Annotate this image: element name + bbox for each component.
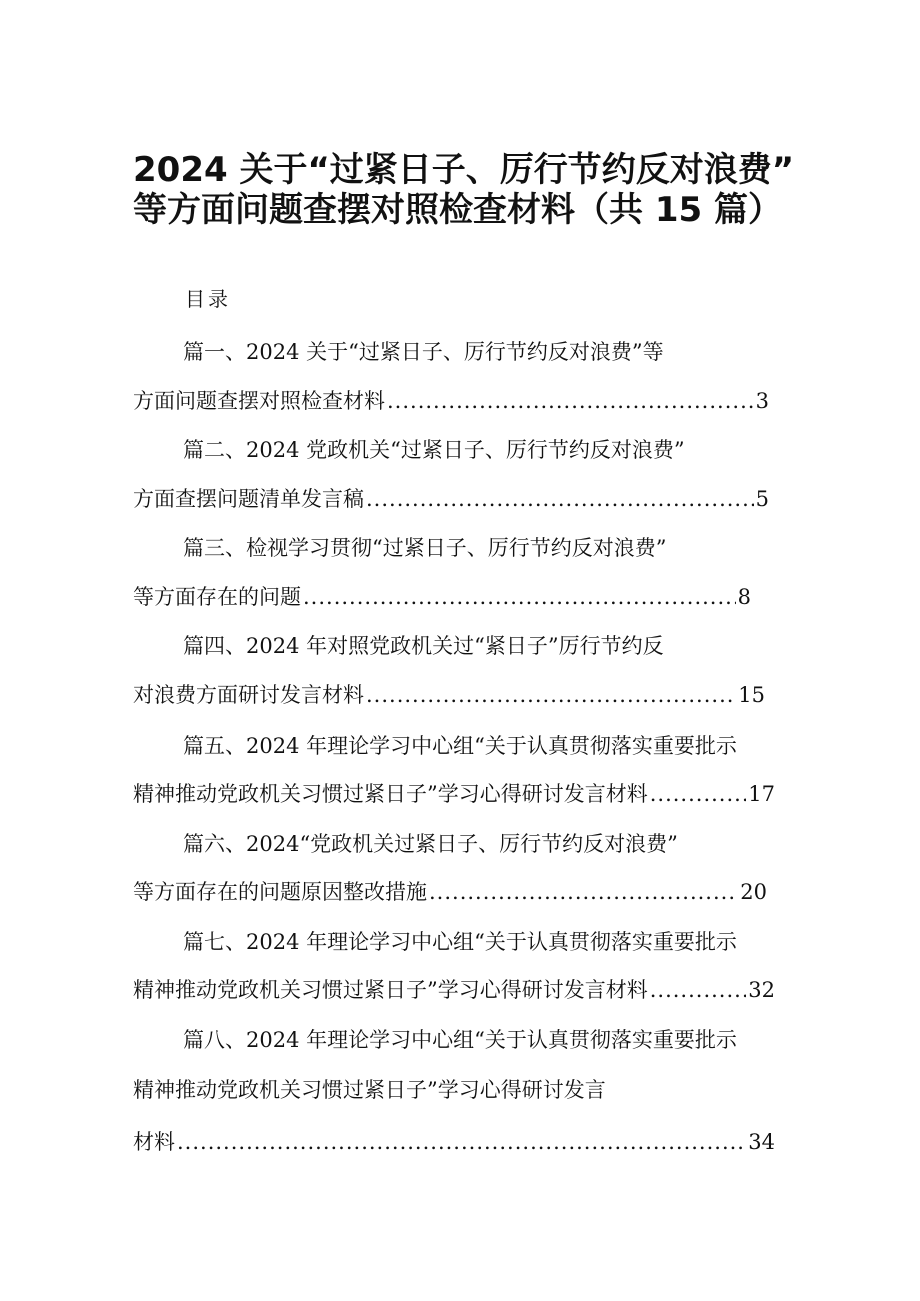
- toc-entry-7-line-2[interactable]: [133, 972, 775, 1008]
- toc-entry-5-line-2[interactable]: [133, 776, 775, 812]
- toc-entry-4-label: 对浪费方面研讨发言材料: [133, 683, 364, 707]
- toc-entry-8-line-1[interactable]: 篇八、2024 年理论学习中心组“关于认真贯彻落实重要批示: [183, 1028, 737, 1052]
- toc-entry-4-line-1[interactable]: 篇四、2024 年对照党政机关过“紧日子”厉行节约反: [183, 634, 664, 658]
- toc-entry-7-page-number: 32: [748, 978, 775, 1002]
- document-title-line-1: 2024 关于“过紧日子、厉行节约反对浪费”: [133, 150, 795, 190]
- toc-entry-4-page-number: 15: [738, 683, 765, 707]
- toc-entry-8-label: 材料: [133, 1130, 175, 1154]
- toc-leader-dots: [650, 776, 747, 812]
- toc-entry-2-page-number: 5: [755, 487, 769, 511]
- toc-leader-dots: [387, 383, 754, 419]
- toc-entry-1-line-2[interactable]: [133, 383, 769, 419]
- toc-entry-2-label: 方面查摆问题清单发言稿: [133, 487, 364, 511]
- toc-entry-3-line-1[interactable]: 篇三、检视学习贯彻“过紧日子、厉行节约反对浪费”: [183, 536, 667, 560]
- toc-entry-8-line-3[interactable]: [133, 1124, 775, 1160]
- toc-entry-3-line-2[interactable]: [133, 579, 751, 615]
- toc-entry-1-page-number: 3: [755, 389, 769, 413]
- toc-leader-dots: [366, 481, 754, 517]
- toc-entry-2-line-2[interactable]: [133, 481, 769, 517]
- toc-entry-8-page-number: 34: [748, 1130, 775, 1154]
- toc-entry-5-page-number: 17: [748, 782, 775, 806]
- toc-entry-5-label: 精神推动党政机关习惯过紧日子”学习心得研讨发言材料: [133, 782, 648, 806]
- toc-entry-7-line-1[interactable]: 篇七、2024 年理论学习中心组“关于认真贯彻落实重要批示: [183, 930, 737, 954]
- toc-leader-dots: [650, 972, 747, 1008]
- toc-entry-8-line-2[interactable]: 精神推动党政机关习惯过紧日子”学习心得研讨发言: [133, 1078, 606, 1102]
- toc-entry-6-label: 等方面存在的问题原因整改措施: [133, 880, 427, 904]
- toc-heading: 目录: [185, 287, 231, 311]
- document-title-line-2: 等方面问题查摆对照检查材料（共 15 篇）: [133, 190, 782, 230]
- toc-entry-7-label: 精神推动党政机关习惯过紧日子”学习心得研讨发言材料: [133, 978, 648, 1002]
- toc-entry-6-line-2[interactable]: [133, 874, 767, 910]
- toc-entry-6-line-1[interactable]: 篇六、2024“党政机关过紧日子、厉行节约反对浪费”: [183, 832, 678, 856]
- toc-entry-5-line-1[interactable]: 篇五、2024 年理论学习中心组“关于认真贯彻落实重要批示: [183, 734, 737, 758]
- toc-entry-1-line-1[interactable]: 篇一、2024 关于“过紧日子、厉行节约反对浪费”等: [183, 340, 664, 364]
- toc-leader-dots: [429, 874, 738, 910]
- toc-leader-dots: [303, 579, 736, 615]
- toc-entry-1-label: 方面问题查摆对照检查材料: [133, 389, 385, 413]
- toc-leader-dots: [366, 677, 736, 713]
- toc-entry-3-page-number: 8: [737, 585, 751, 609]
- toc-entry-4-line-2[interactable]: [133, 677, 765, 713]
- toc-entry-2-line-1[interactable]: 篇二、2024 党政机关“过紧日子、厉行节约反对浪费”: [183, 438, 685, 462]
- toc-entry-6-page-number: 20: [740, 880, 767, 904]
- toc-entry-3-label: 等方面存在的问题: [133, 585, 301, 609]
- toc-leader-dots: [177, 1124, 746, 1160]
